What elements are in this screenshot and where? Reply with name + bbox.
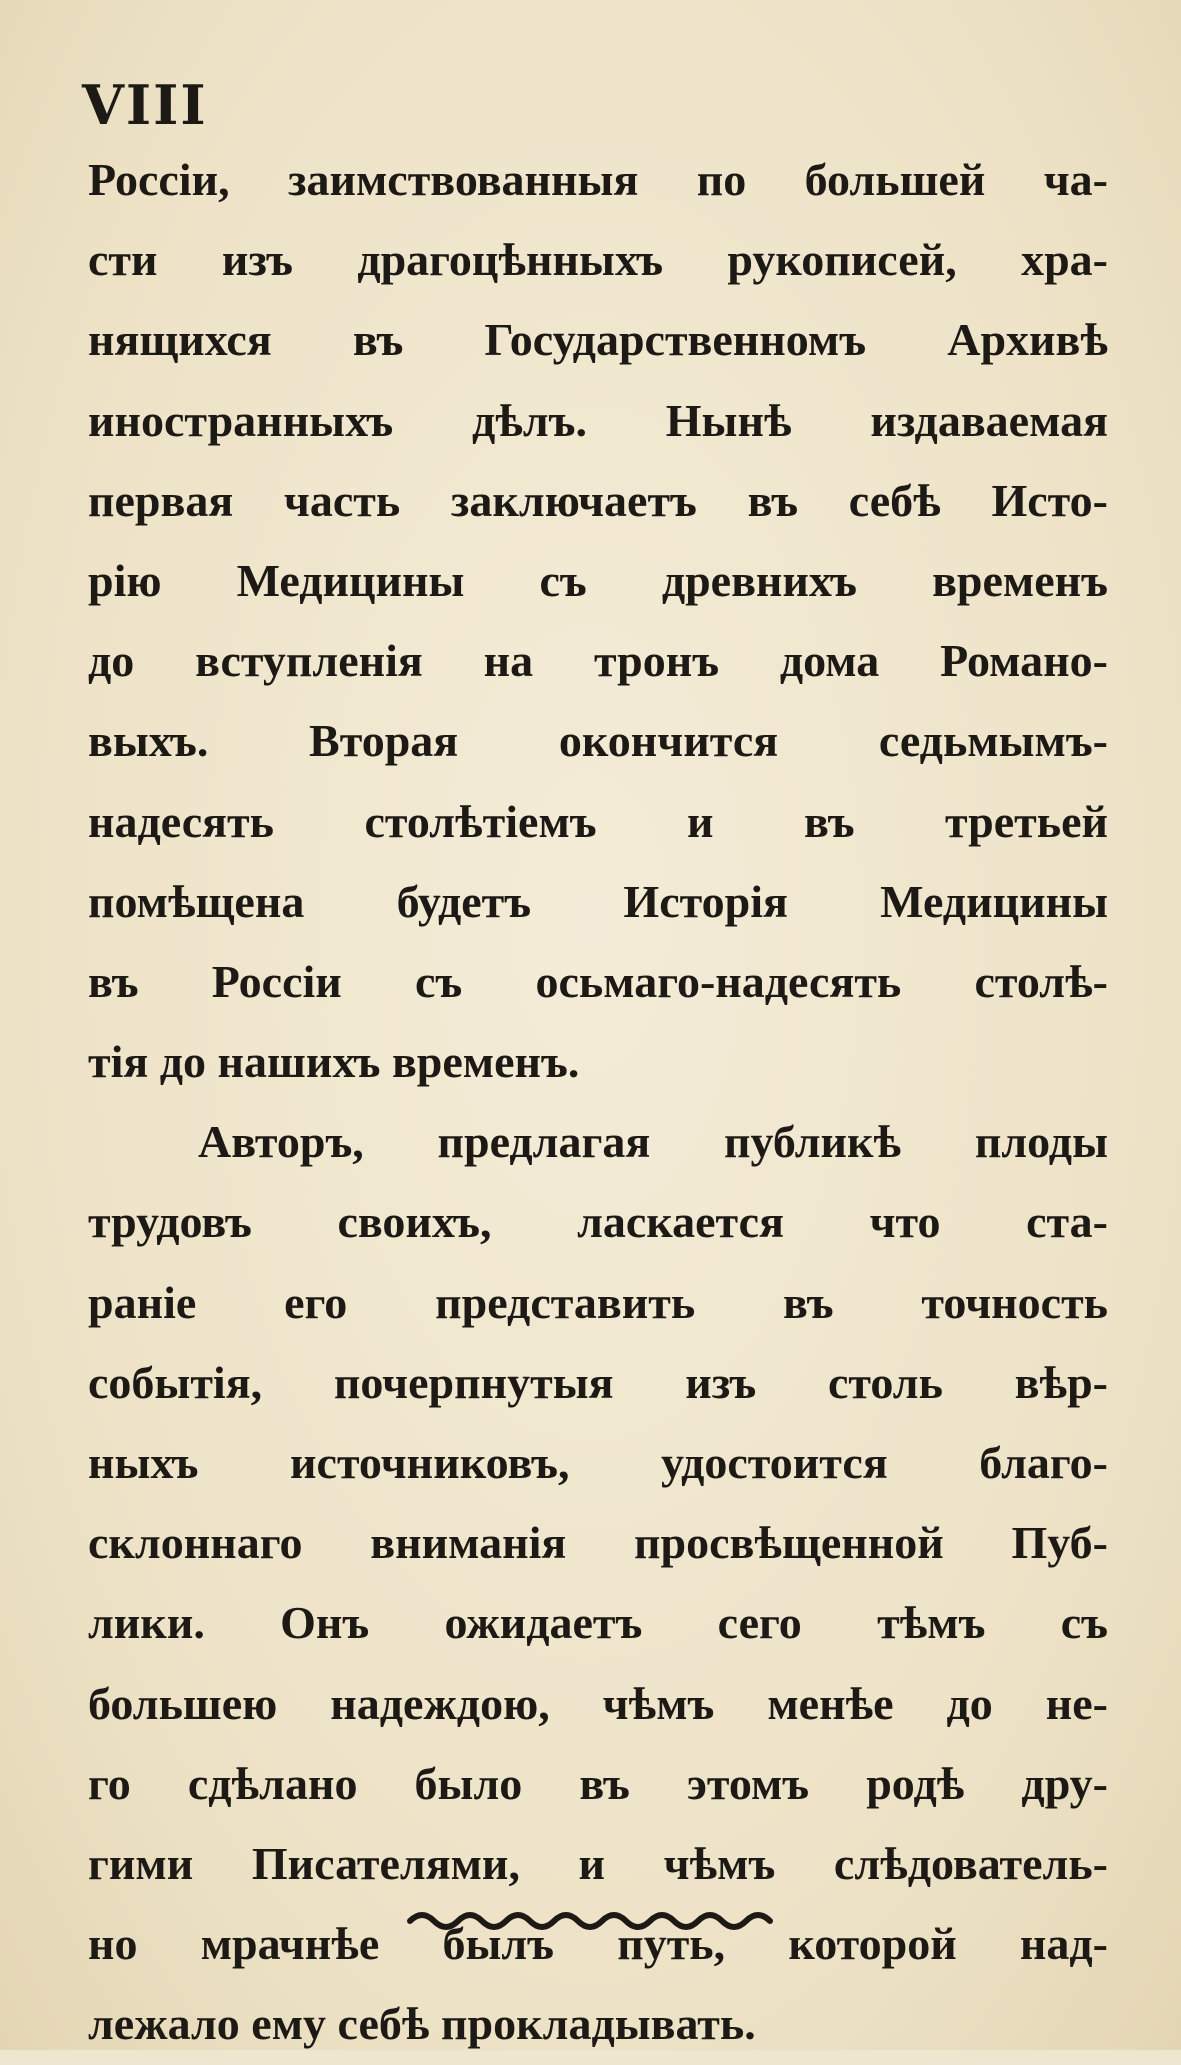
text-line: до вступленія на тронъ дома Романо- (88, 635, 1108, 687)
text-line: склоннаго вниманія просвѣщенной Пуб- (88, 1517, 1108, 1569)
text-line: иностранныхъ дѣлъ. Нынѣ издаваемая (88, 394, 1108, 446)
text-line: лежало ему себѣ прокладывать. (88, 1998, 756, 2050)
text-line: трудовъ своихъ, ласкается что ста- (88, 1196, 1108, 1248)
text-line: гими Писателями, и чѣмъ слѣдователь- (88, 1837, 1108, 1889)
text-line: помѣщена будетъ Исторія Медицины (88, 875, 1108, 927)
body-text (88, 140, 1108, 2065)
text-line: Россіи, заимствованныя по большей ча- (88, 154, 1108, 205)
text-line: рію Медицины съ древнихъ временъ (88, 554, 1108, 606)
page-number: VIII (82, 73, 208, 137)
text-line: ныхъ источниковъ, удостоится благо- (88, 1437, 1108, 1488)
text-line: большею надеждою, чѣмъ менѣе до не- (88, 1677, 1108, 1729)
text-line: нящихся въ Государственномъ Архивѣ (88, 314, 1108, 366)
text-line: го сдѣлано было въ этомъ родѣ дру- (88, 1757, 1108, 1809)
text-line: Авторъ, предлагая публикѣ плоды (198, 1116, 1108, 1168)
text-line: но мрачнѣе былъ путь, которой над- (88, 1918, 1108, 1970)
text-line: въ Россіи съ осьмаго-надесять столѣ- (88, 955, 1108, 1007)
paragraph-1 (88, 140, 1108, 1102)
text-line: сти изъ драгоцѣнныхъ рукописей, хра- (88, 234, 1108, 286)
tailpiece-ornament-icon (406, 1905, 786, 1933)
text-line: событія, почерпнутыя изъ столь вѣр- (88, 1356, 1108, 1408)
text-line: тія до нашихъ временъ. (88, 1036, 580, 1088)
text-line: выхъ. Вторая окончится седьмымъ- (88, 715, 1108, 767)
text-line: первая часть заключаетъ въ себѣ Исто- (88, 474, 1108, 526)
text-line: раніе его представить въ точность (88, 1276, 1108, 1328)
text-line: надесять столѣтіемъ и въ третьей (88, 795, 1108, 847)
text-line: лики. Онъ ожидаетъ сего тѣмъ съ (88, 1597, 1108, 1649)
